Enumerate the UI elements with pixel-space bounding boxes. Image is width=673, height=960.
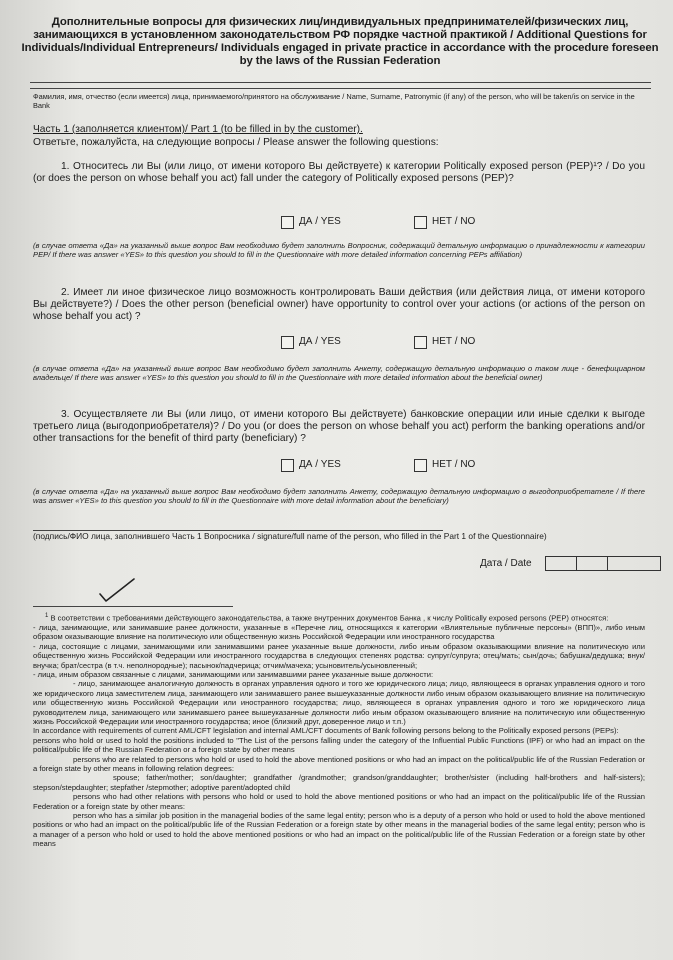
q3-yes-label: ДА / YES (299, 459, 341, 470)
question-2-note: (в случае ответа «Да» на указанный выше вопрос Вам необходимо будет заполнить Анкету, содержащую детальную информацию о таком лице - бенефициарном владельце/ If there was answer «YES» to this question you should to fill in the Questionnaire with more detailed information about the beneficial owner) (33, 364, 645, 383)
footnote-e6: person who has a similar job position in the managerial bodies of the same legal entity; person who is a deputy of a person who hold or used to hold the above mentioned positions or who had an impact on the political/public life of the Russian Federation or a foreign state by other means in the managerial bodies of the same legal entity; person who is a manager of a person who hold or used to hold the above mentioned positions or who had an impact on the political/public life of the Russian Federation or a foreign state by other means (33, 811, 645, 849)
footnote-body (33, 612, 645, 849)
question-3-text: 3. Осуществляете ли Вы (или лицо, от имени которого Вы действуете) банковские операции или иные сделки к выгоде третьего лица (выгодоприобретателя)? / Do you (or does the person on whose behalf you act) perform the banking operations and/or other transactions for the benefit of third party (beneficiary) ? (33, 409, 645, 444)
date-label: Дата / Date (480, 558, 532, 569)
q3-no-checkbox[interactable] (414, 459, 427, 472)
part1-heading: Часть 1 (заполняется клиентом)/ Part 1 (to be filled in by the customer). (33, 124, 363, 135)
footnote-number: 1 (45, 613, 49, 619)
footnote-e1: In accordance with requirements of current AML/CFT legislation and internal AML/CFT documents of Bank following persons belong to the Politically exposed persons (PEPs): (33, 726, 619, 736)
footnote-e5: persons who had other relations with persons who hold or used to hold the above mentioned positions or who had an impact on the political/public life of the Russian Federation or a foreign state by other means: (33, 792, 645, 811)
name-caption: Фамилия, имя, отчество (если имеется) лица, принимаемого/принятого на обслуживание / Name, Surname, Patronymic (if any) of the person, who will be taken/is on service in the Bank (33, 92, 635, 110)
question-2-text: 2. Имеет ли иное физическое лицо возможность контролировать Ваши действия (или действия лица, от имени которого Вы действуете?) / Does the other person (beneficial owner) have opportunity to control over your actions (or actions of the person on whose behalf you act) ? (33, 287, 645, 322)
document-title: Дополнительные вопросы для физических лиц/индивидуальных предпринимателей/физических лиц, занимающихся в установленном законодательством РФ порядке частной практикой / Additional Questions for Individuals/Individual Entrepreneurs/ Individuals engaged in private practice in accordance with the procedure foreseen by the laws of the Russian Federation (21, 16, 659, 67)
footnote-separator (33, 606, 233, 607)
q1-yes-checkbox[interactable] (281, 216, 294, 229)
q2-yes-checkbox[interactable] (281, 336, 294, 349)
footnote-intro: В соответствии с требованиями действующего законодательства, а также внутренних документов Банка , к числу Politically exposed persons (PEP) относятся: (50, 613, 609, 623)
q1-no-checkbox[interactable] (414, 216, 427, 229)
footnote-p1: - лица, занимающие, или занимавшие ранее должности, указанные в «Перечне лиц, относящихся к категории «Влиятельные публичные персоны» (ВПП)», либо иным образом оказывающие влияние на политическую или общественную жизнь Российской Федерации или иностранного государства (33, 622, 645, 642)
question-3-note: (в случае ответа «Да» на указанный выше вопрос Вам необходимо будет заполнить Анкету, содержащую детальную информацию о выгодоприобретателе / If there was answer «YES» to this question you should to fill in the Questionnaire with more detail information about the beneficiary) (33, 487, 645, 506)
q1-no-label: НЕТ / NO (432, 216, 476, 227)
date-month-box[interactable] (576, 556, 608, 571)
footnote-p2: - лица, состоящие с лицами, занимающими или занимавшими ранее указанные выше должности, либо иным образом оказывающими влияние на политическую или общественную жизнь Российской Федерации или иностранного государства в следующих степенях родства: супруг/супруга; отец/мать; сын/дочь; бабушка/дедушка; внук/внучка; брат/сестра (в т.ч. неполнородные); пасынок/падчерица; отчим/мачеха; усыновитель/усыновленный; (33, 641, 645, 670)
q2-no-label: НЕТ / NO (432, 336, 476, 347)
name-field-line[interactable] (30, 88, 651, 89)
question-1-note: (в случае ответа «Да» на указанный выше вопрос Вам необходимо будет заполнить Вопросник, содержащий детальную информацию о принадлежности к категории PEP/ If there was answer «YES» to this question you should to fill in the Questionnaire with more detailed information concerning PEPs affiliation) (33, 241, 645, 260)
q3-no-label: НЕТ / NO (432, 459, 476, 470)
q2-no-checkbox[interactable] (414, 336, 427, 349)
q1-yes-label: ДА / YES (299, 216, 341, 227)
footnote-e4: spouse; father/mother; son/daughter; grandfather /grandmother; grandson/granddaughter; brother/sister (including half-brothers and half-sisters); stepson/stepdaughter; stepfather /stepmother; adoptive parent/adopted child (33, 773, 645, 792)
header-rule (30, 82, 651, 83)
question-1-text: 1. Относитесь ли Вы (или лицо, от имени которого Вы действуете) к категории Politically exposed person (PEP)¹? / Do you (or does the person on whose behalf you act) fall under the category of Politically exposed persons (PEP)? (33, 161, 645, 184)
footnote-p4: - лицо, занимающее аналогичную должность в органах управления одного и того же юридического лица; лицо, являющееся в органах управления одного и того же юридического лица заместителем лица, занимающего или занимавшего ранее вышеуказанные должности либо иным образом оказывающего влияние на политическую или общественную жизнь Российской Федерации или иностранного государства; лицо, являющееся в органах управления одного и того же юридического лица руководителем лица, занимающего или занимавшего ранее вышеуказанные должности либо иным образом оказывающего влияние на политическую или общественную жизнь Российской Федерации или иностранного государства; иное (близкий друг, доверенное лицо и т.п.) (33, 679, 645, 726)
date-day-box[interactable] (545, 556, 577, 571)
pen-check-mark (98, 576, 138, 604)
part1-instruction: Ответьте, пожалуйста, на следующие вопросы / Please answer the following questions: (33, 137, 439, 148)
signature-caption: (подпись/ФИО лица, заполнившего Часть 1 Вопросника / signature/full name of the person, who filled in the Part 1 of the Questionnaire) (33, 531, 547, 541)
footnote-e3: persons who are related to persons who hold or used to hold the above mentioned positions or who had an impact on the political/public life of the Russian Federation or a foreign state by other means in following relation degrees: (33, 754, 645, 774)
q3-yes-checkbox[interactable] (281, 459, 294, 472)
date-year-box[interactable] (607, 556, 661, 571)
q2-yes-label: ДА / YES (299, 336, 341, 347)
footnote-e2: persons who hold or used to hold the positions included to "The List of the persons falling under the category of the Influential Public Functions (IPF) or who had an impact on the political/public life of the Russian Federation or a foreign state by other means (33, 735, 645, 755)
footnote-p3: - лица, иным образом связанные с лицами, занимающими или занимавшими ранее указанные выше должности: (33, 669, 434, 679)
